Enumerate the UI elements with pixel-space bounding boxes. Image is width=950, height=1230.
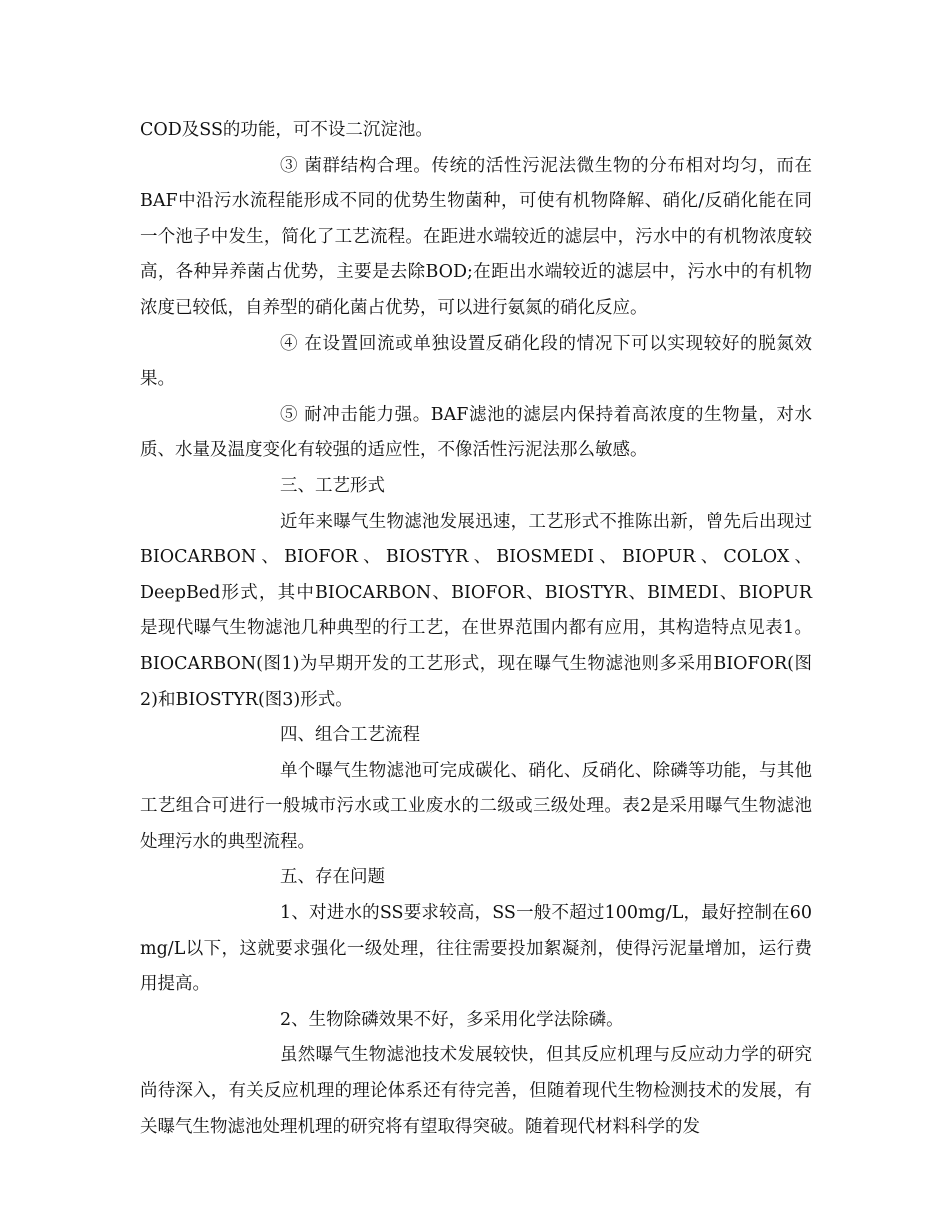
section-heading-5: 五、存在问题 — [280, 867, 385, 888]
paragraph-issue-1: 1、对进水的SS要求较高，SS一般不超过100mg/L，最好控制在60 mg/L以下，这就要求强化一级处理，往往需要投加絮凝剂，使得污泥量增加，运行费用提高。 — [140, 903, 812, 995]
paragraph-process-forms: 近年来曝气生物滤池发展迅速，工艺形式不推陈出新，曾先后出现过BIOCARBON、BIOFOR、BIOSTYR、BIOSMEDI、BIOPUR、COLOX、DeepBed形式，其中BIOCARBON、BIOFOR、BIOSTYR、BIMEDI、BIOPUR是现代曝气生物滤池几种典型的行工艺，在世界范围内都有应用，其构造特点见表1。BIOCARBON(图1)为早期开发的工艺形式，现在曝气生物滤池则多采用BIOFOR(图2)和BIOSTYR(图3)形式。 — [140, 511, 812, 710]
paragraph-issue-2: 2、生物除磷效果不好，多采用化学法除磷。 — [280, 1009, 624, 1030]
paragraph-cod-ss: COD及SS的功能，可不设二沉淀池。 — [140, 120, 433, 140]
paragraph-item-3: ③ 菌群结构合理。传统的活性污泥法微生物的分布相对均匀，而在BAF中沿污水流程能形成不同的优势生物菌种，可使有机物降解、硝化/反硝化能在同一个池子中发生，简化了工艺流程。在距进水端较近的滤层中，污水中的有机物浓度较高，各种异养菌占优势，主要是去除BOD;在距出水端较近的滤层中，污水中的有机物浓度已较低，自养型的硝化菌占优势，可以进行氨氮的硝化反应。 — [140, 155, 812, 318]
document-body — [140, 113, 812, 1145]
section-heading-4: 四、组合工艺流程 — [280, 725, 420, 746]
paragraph-combined-process: 单个曝气生物滤池可完成碳化、硝化、反硝化、除磷等功能，与其他工艺组合可进行一般城市污水或工业废水的二级或三级处理。表2是采用曝气生物滤池处理污水的典型流程。 — [140, 760, 812, 852]
paragraph-outlook: 虽然曝气生物滤池技术发展较快，但其反应机理与反应动力学的研究尚待深入，有关反应机理的理论体系还有待完善，但随着现代生物检测技术的发展，有关曝气生物滤池处理机理的研究将有望取得突破。随着现代材料科学的发 — [140, 1045, 812, 1137]
section-heading-3: 三、工艺形式 — [280, 475, 385, 496]
paragraph-item-5: ⑤ 耐冲击能力强。BAF滤池的滤层内保持着高浓度的生物量，对水质、水量及温度变化有较强的适应性，不像活性污泥法那么敏感。 — [140, 404, 812, 461]
paragraph-item-4: ④ 在设置回流或单独设置反硝化段的情况下可以实现较好的脱氮效果。 — [140, 333, 812, 390]
